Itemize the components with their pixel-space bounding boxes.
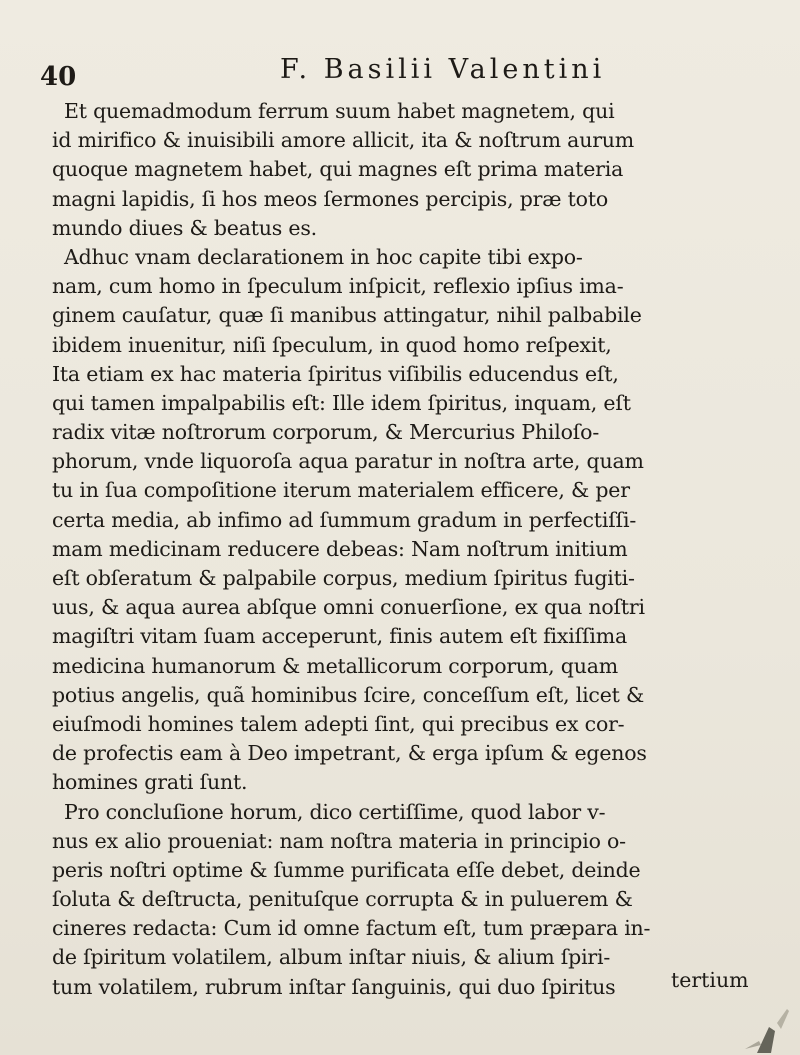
text-line: Pro concluſione horum, dico certiſſime, quod labor v- [64, 799, 606, 824]
page-header [40, 44, 780, 94]
text-line: certa media, ab infimo ad ſummum gradum in perfectiſſi- [52, 507, 637, 532]
text-line: de profectis eam à Deo impetrant, & erga ipſum & egenos [52, 741, 647, 766]
text-line: ginem cauſatur, quæ ſi manibus attingatur, nihil palbabile [52, 303, 642, 328]
text-line: eiuſmodi homines talem adepti ſint, qui precibus ex cor- [52, 711, 625, 736]
text-line: ſoluta & deſtructa, penituſque corrupta & in puluerem & [52, 887, 633, 912]
text-line: nus ex alio proueniat: nam noſtra materia in principio o- [52, 828, 626, 853]
catchword: tertium [671, 968, 749, 992]
text-line: magni lapidis, ſi hos meos ſermones percipis, præ toto [52, 186, 609, 211]
text-line: uus, & aqua aurea abſque omni conuerſione, ex qua noſtri [52, 595, 645, 620]
text-line: ibidem inuenitur, niſi ſpeculum, in quod homo reſpexit, [52, 332, 612, 357]
text-line: tu in ſua compoſitione iterum materialem efficere, & per [52, 478, 630, 503]
text-line: mam medicinam reducere debeas: Nam noſtrum initium [52, 536, 628, 561]
text-line: Et quemadmodum ferrum suum habet magnetem, qui [64, 99, 615, 123]
text-line: nam, cum homo in ſpeculum inſpicit, reflexio ipſius ima- [52, 274, 624, 299]
text-line: magiſtri vitam ſuam acceperunt, finis autem eſt fixiſſima [52, 624, 628, 649]
text-line: potius angelis, quã hominibus ſcire, conceſſum eſt, licet & [52, 682, 645, 707]
text-line: qui tamen impalpabilis eſt: Ille idem ſpiritus, inquam, eſt [52, 390, 631, 415]
page-number: 40 [40, 62, 77, 92]
text-line: cineres redacta: Cum id omne factum eſt, tum præpara in- [52, 916, 651, 941]
page-corner-mark [735, 1005, 795, 1055]
body-text [52, 97, 757, 1002]
text-line: tum volatilem, rubrum inſtar ſanguinis, qui duo ſpiritus [52, 974, 616, 999]
text-line: id mirifico & inuisibili amore allicit, ita & noſtrum aurum [52, 128, 635, 153]
text-line: eſt obſeratum & palpabile corpus, medium ſpiritus fugiti- [52, 566, 635, 590]
text-line: peris noſtri optime & ſumme purificata eſſe debet, deinde [52, 857, 641, 882]
text-line: Adhuc vnam declarationem in hoc capite tibi expo- [64, 244, 583, 269]
text-line: radix vitæ noſtrorum corporum, & Mercurius Philoſo- [52, 420, 600, 445]
text-line: Ita etiam ex hac materia ſpiritus viſibilis educendus eſt, [52, 361, 619, 386]
running-title: F. Basilii Valentini [280, 54, 606, 85]
text-line: mundo diues & beatus es. [52, 215, 317, 240]
text-line: quoque magnetem habet, qui magnes eſt prima materia [52, 157, 624, 182]
text-line: de ſpiritum volatilem, album inſtar niuis, & alium ſpiri- [52, 945, 611, 970]
text-line: homines grati ſunt. [52, 770, 248, 795]
text-line: phorum, vnde liquoroſa aqua paratur in noſtra arte, quam [52, 449, 644, 474]
text-line: medicina humanorum & metallicorum corporum, quam [52, 653, 618, 678]
